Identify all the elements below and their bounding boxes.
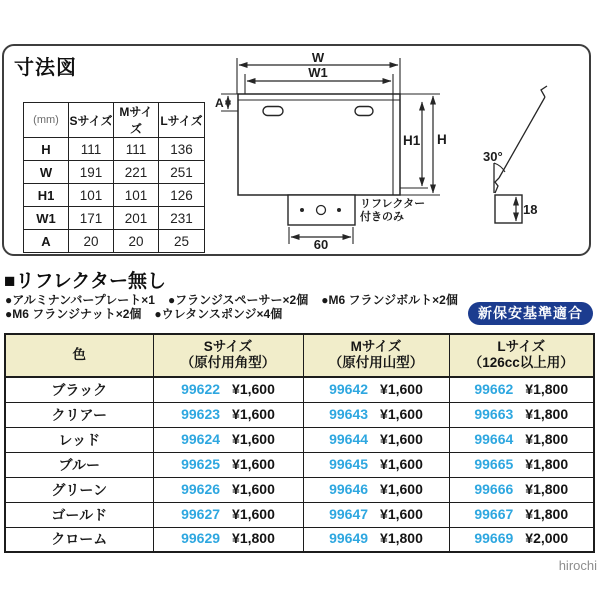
part-price: ¥1,600 (232, 380, 275, 397)
part-price: ¥1,600 (232, 455, 275, 472)
part-price: ¥1,600 (380, 405, 423, 422)
spec-row-label: A (24, 230, 69, 253)
price-table (4, 333, 595, 553)
spec-value: 201 (114, 207, 159, 230)
spec-unit-header: (mm) (24, 103, 69, 138)
price-cell-m (303, 477, 449, 502)
price-cell-s (153, 377, 303, 402)
price-cell-m (303, 502, 449, 527)
price-cell-l (449, 502, 594, 527)
price-cell-s (153, 427, 303, 452)
price-cell-s (153, 477, 303, 502)
color-name: レッド (5, 427, 153, 452)
part-code: 99662 (474, 380, 514, 397)
spec-col-l: Lサイズ (159, 103, 205, 138)
price-cell-s (153, 452, 303, 477)
part-code: 99663 (474, 405, 514, 422)
price-col-m (303, 334, 449, 377)
price-cell-l (449, 477, 594, 502)
spec-row-w (24, 161, 205, 184)
bracket-height-label: 18 (523, 202, 538, 217)
price-cell-l (449, 452, 594, 477)
price-row-gold (5, 502, 594, 527)
color-name: ブラック (5, 377, 153, 402)
part-code: 99625 (181, 455, 221, 472)
price-cell-s (153, 502, 303, 527)
price-col-color: 色 (5, 334, 153, 377)
part-price: ¥1,600 (232, 405, 275, 422)
spec-col-s: Sサイズ (69, 103, 114, 138)
spec-col-m: Mサイズ (114, 103, 159, 138)
part-price: ¥1,800 (525, 405, 569, 422)
size-header-line2: （原付用山型） (328, 355, 424, 370)
compliance-badge: 新保安基準適合 (468, 302, 593, 325)
spec-row-a (24, 230, 205, 253)
price-cell-m (303, 427, 449, 452)
part-code: 99664 (474, 430, 514, 447)
included-part: ●ウレタンスポンジ×4個 (154, 307, 283, 321)
price-cell-m (303, 402, 449, 427)
part-price: ¥1,600 (380, 380, 423, 397)
price-cell-l (449, 402, 594, 427)
part-code: 99666 (474, 480, 514, 497)
size-header-line2: （126cc以上用） (468, 355, 574, 370)
price-cell-l (449, 377, 594, 402)
price-cell-l (449, 427, 594, 452)
part-code: 99644 (329, 430, 369, 447)
reflector-note-line1: リフレクター (360, 198, 426, 210)
size-header-line1: Sサイズ (203, 339, 253, 354)
dimension-section-title: 寸法図 (14, 57, 77, 79)
part-price: ¥1,800 (525, 505, 569, 522)
spec-row-h1 (24, 184, 205, 207)
dimension-spec-table (23, 102, 205, 253)
color-name: ブルー (5, 452, 153, 477)
part-price: ¥1,600 (380, 480, 423, 497)
part-code: 99647 (329, 505, 369, 522)
spec-value: 101 (114, 184, 159, 207)
included-part: ●M6 フランジナット×2個 (5, 307, 142, 321)
part-code: 99627 (181, 505, 221, 522)
dim-label-h: H (437, 132, 447, 147)
part-code: 99643 (329, 405, 369, 422)
price-cell-s (153, 527, 303, 552)
part-code: 99669 (474, 530, 514, 547)
part-code: 99624 (181, 430, 221, 447)
price-col-s (153, 334, 303, 377)
part-code: 99629 (181, 530, 221, 547)
part-code: 99622 (181, 380, 221, 397)
size-header-line1: Mサイズ (350, 339, 402, 354)
spec-row-label: H (24, 138, 69, 161)
included-part: ●フランジスペーサー×2個 (167, 293, 309, 307)
part-price: ¥2,000 (525, 530, 569, 547)
size-header-line2: （原付用角型） (180, 355, 276, 370)
price-cell-l (449, 527, 594, 552)
spec-value: 231 (159, 207, 205, 230)
part-code: 99623 (181, 405, 221, 422)
spec-row-label: W1 (24, 207, 69, 230)
price-cell-s (153, 402, 303, 427)
color-name: クローム (5, 527, 153, 552)
color-name: グリーン (5, 477, 153, 502)
part-code: 99649 (329, 530, 369, 547)
dim-label-a: A (215, 96, 224, 110)
part-price: ¥1,600 (232, 480, 275, 497)
part-price: ¥1,600 (232, 430, 275, 447)
dim-label-60: 60 (313, 237, 329, 251)
included-part: ●アルミナンバープレート×1 (5, 293, 155, 307)
price-cell-m (303, 452, 449, 477)
spec-header-row (24, 103, 205, 138)
part-price: ¥1,800 (525, 430, 569, 447)
price-row-chrome (5, 527, 594, 552)
spec-value: 111 (69, 138, 114, 161)
price-cell-m (303, 377, 449, 402)
part-price: ¥1,800 (232, 530, 275, 547)
part-code: 99665 (474, 455, 514, 472)
dim-label-w1: W1 (308, 65, 328, 80)
part-price: ¥1,800 (380, 530, 423, 547)
spec-value: 251 (159, 161, 205, 184)
part-code: 99646 (329, 480, 369, 497)
included-parts-line2 (5, 305, 295, 322)
spec-value: 111 (114, 138, 159, 161)
part-code: 99642 (329, 380, 369, 397)
spec-value: 136 (159, 138, 205, 161)
color-name: クリアー (5, 402, 153, 427)
spec-value: 20 (69, 230, 114, 253)
part-price: ¥1,800 (525, 455, 569, 472)
mount-slot-right (355, 107, 373, 116)
product-section-title: ■リフレクター無し (4, 271, 166, 292)
part-code: 99667 (474, 505, 514, 522)
part-price: ¥1,800 (525, 480, 569, 497)
spec-row-label: H1 (24, 184, 69, 207)
part-price: ¥1,600 (380, 455, 423, 472)
spec-value: 191 (69, 161, 114, 184)
part-price: ¥1,800 (525, 380, 569, 397)
part-code: 99645 (329, 455, 369, 472)
price-row-black (5, 377, 594, 402)
watermark: hirochi (558, 558, 597, 573)
spec-value: 171 (69, 207, 114, 230)
part-price: ¥1,600 (380, 505, 423, 522)
reflector-note-line2: 付きのみ (360, 211, 404, 223)
price-row-red (5, 427, 594, 452)
price-col-l (449, 334, 594, 377)
price-header-row (5, 334, 594, 377)
spec-row-label: W (24, 161, 69, 184)
part-price: ¥1,600 (232, 505, 275, 522)
spec-value: 101 (69, 184, 114, 207)
spec-value: 25 (159, 230, 205, 253)
included-part: ●M6 フランジボルト×2個 (321, 293, 458, 307)
price-row-blue (5, 452, 594, 477)
price-row-clear (5, 402, 594, 427)
spec-value: 20 (114, 230, 159, 253)
color-name: ゴールド (5, 502, 153, 527)
mount-slot-left (263, 107, 283, 116)
spec-row-h (24, 138, 205, 161)
size-header-line1: Lサイズ (497, 339, 546, 354)
plate-dimension-diagram (211, 53, 589, 251)
price-row-green (5, 477, 594, 502)
angle-label: 30° (483, 149, 503, 164)
part-price: ¥1,600 (380, 430, 423, 447)
dim-label-w: W (311, 53, 325, 65)
reflector-tab (288, 195, 355, 225)
spec-row-w1 (24, 207, 205, 230)
spec-value: 126 (159, 184, 205, 207)
price-cell-m (303, 527, 449, 552)
dim-label-h1: H1 (403, 133, 421, 148)
spec-value: 221 (114, 161, 159, 184)
part-code: 99626 (181, 480, 221, 497)
dimension-figure-panel (2, 44, 591, 256)
